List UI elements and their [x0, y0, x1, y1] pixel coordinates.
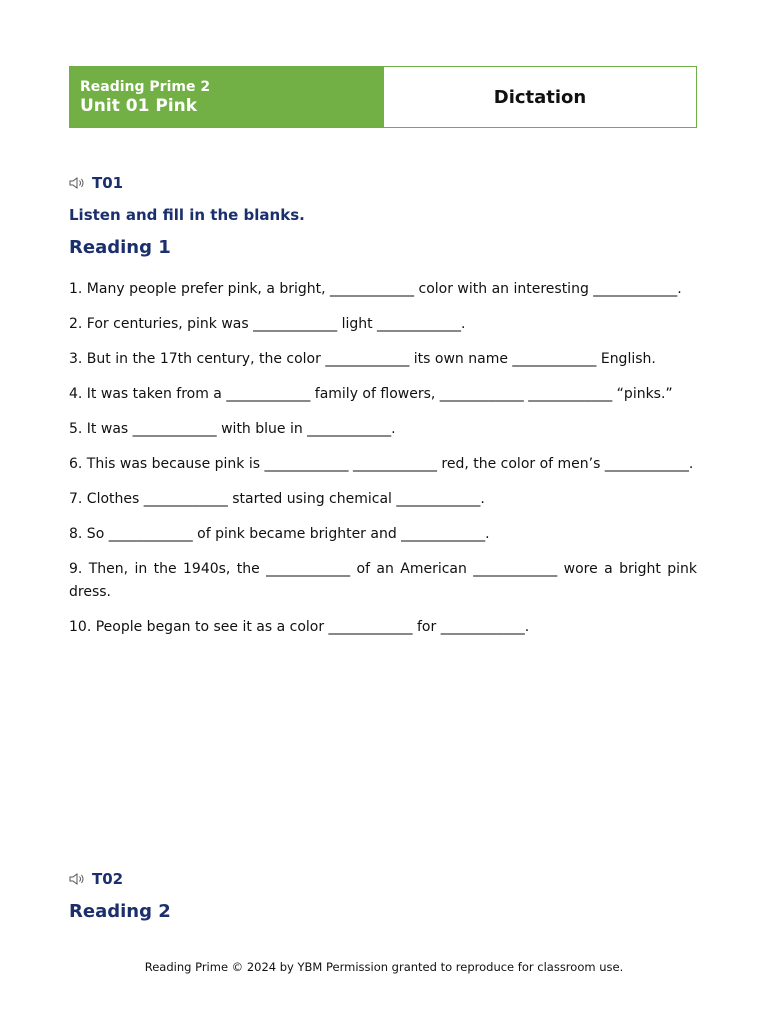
- header-unit-block: [70, 67, 384, 127]
- dictation-item: 1. Many people prefer pink, a bright, ____________ color with an interesting ____________.: [69, 281, 682, 297]
- unit-title: Unit 01 Pink: [80, 96, 198, 116]
- copyright-footer: Reading Prime © 2024 by YBM Permission granted to reproduce for classroom use.: [144, 960, 624, 974]
- instruction-text: Listen and fill in the blanks.: [69, 206, 305, 224]
- dictation-item: 5. It was ____________ with blue in ____________.: [69, 421, 396, 437]
- speaker-icon: [69, 174, 87, 193]
- track-t01[interactable]: [69, 174, 123, 192]
- dictation-list: [69, 278, 697, 651]
- dictation-item: 4. It was taken from a ____________ family of flowers, ____________ ____________ “pinks.”: [69, 386, 673, 402]
- worksheet-header: [69, 66, 697, 128]
- dictation-item: 6. This was because pink is ____________ ____________ red, the color of men’s ____________.: [69, 456, 694, 472]
- dictation-item: 3. But in the 17th century, the color ____________ its own name ____________ English.: [69, 351, 656, 367]
- section-title: Dictation: [493, 86, 587, 108]
- dictation-item: 2. For centuries, pink was ____________ light ____________.: [69, 316, 466, 332]
- track-t02[interactable]: [69, 870, 123, 888]
- reading-1-title: Reading 1: [69, 237, 171, 258]
- speaker-icon: [69, 870, 87, 889]
- track-label: T01: [92, 174, 124, 192]
- dictation-item: 10. People began to see it as a color ____________ for ____________.: [69, 619, 530, 635]
- series-title: Reading Prime 2: [80, 79, 211, 95]
- track-label: T02: [92, 870, 124, 888]
- reading-2-title: Reading 2: [69, 901, 171, 922]
- dictation-item: 9. Then, in the 1940s, the ____________ of an American ____________ wore a bright pink dress.: [69, 561, 697, 600]
- dictation-item: 8. So ____________ of pink became brighter and ____________.: [69, 526, 490, 542]
- dictation-item: 7. Clothes ____________ started using chemical ____________.: [69, 491, 485, 507]
